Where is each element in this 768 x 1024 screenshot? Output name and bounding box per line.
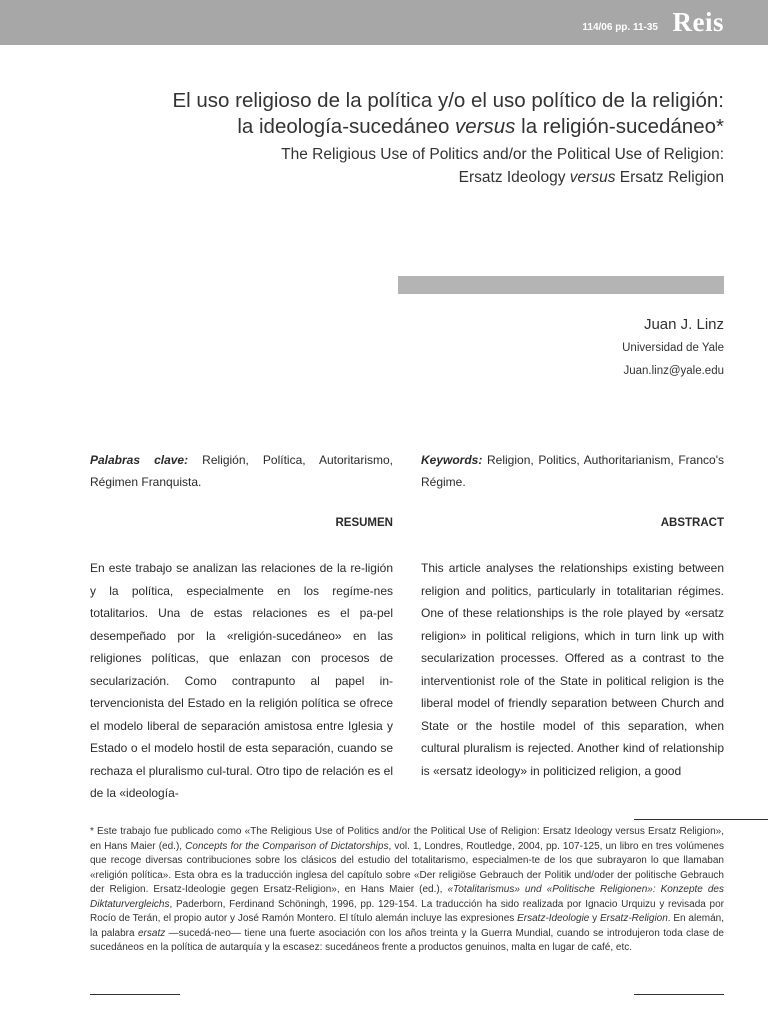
keywords-english-label: Keywords: <box>421 453 483 467</box>
title-spanish-line-2 <box>84 114 724 140</box>
journal-name: Reis <box>672 7 724 37</box>
footnote-italic-4: Ersatz-Religion <box>599 913 668 924</box>
keywords-spanish-text: Religión, Política, Autoritarismo, Régimen Franquista. <box>90 453 393 489</box>
title-spanish-line-1: El uso religioso de la política y/o el uso político de la religión: <box>172 89 724 112</box>
keywords-spanish <box>90 449 393 493</box>
keywords-english-text: Religion, Politics, Authoritarianism, Franco's Régime. <box>421 453 724 489</box>
footnote-text-5: . En alemán, la palabra <box>90 913 724 939</box>
abstract-body: This article analyses the relationships existing between religion and politics, particularly in totalitarian régimes. One of these relationships is the role played by «ersatz religion» in political religions, which in turn link up with secularization processes. Offered as a contrast to the interventionist role of the State in political religion is the liberal model of friendly separation between Church and State or the hostile model of this separation, when cultural pluralism is rejected. Another kind of relationship is «ersatz ideology» in politicized religion, a good <box>421 561 724 778</box>
keywords-spanish-label: Palabras clave: <box>90 453 189 467</box>
title-spanish-part-a: la ideología-sucedáneo <box>237 115 456 138</box>
keywords-english <box>421 449 724 493</box>
footnote-italic-3: Ersatz-Ideologie <box>517 913 590 924</box>
abstract-heading: ABSTRACT <box>660 517 724 529</box>
footnote-italic-5: ersatz <box>138 927 166 939</box>
resumen-body: En este trabajo se analizan las relaciones de la re-ligión y la política, especialmente en los regíme-nes totalitarios. Una de estas relaciones es el pa-pel desempeñado por la «religión-sucedáneo» en las religiones políticas, que enlazan con procesos de secularización. Como contrapunto al papel in-tervencionista del Estado en la religión política se ofrece el modelo liberal de separación amistosa entre Iglesia y Estado o el modelo hostil de esta separación, cuando se rechaza el pluralismo cul-tural. Otro tipo de relación es el de la «ideología- <box>90 561 393 800</box>
resumen-heading: RESUMEN <box>335 517 393 529</box>
author-name: Juan J. Linz <box>643 316 724 333</box>
title-english-part-b: Ersatz Religion <box>615 168 724 186</box>
column-separator-rule <box>634 819 768 820</box>
author-block <box>622 314 724 382</box>
title-english-line-1: The Religious Use of Politics and/or the Political Use of Religion: <box>281 146 724 163</box>
title-english-part-a: Ersatz Ideology <box>458 168 570 186</box>
bottom-left-rule <box>90 994 180 995</box>
title-spanish <box>84 88 724 140</box>
journal-header-bar <box>0 0 768 45</box>
footnote-text-1: * Este trabajo fue publicado como «The Religious Use of Politics and/or the Political Use of Religion: Ersatz Ideology versus Ersatz Religion», en Hans Maier (ed.), <box>90 826 724 852</box>
footnote-text-4: y <box>589 913 600 924</box>
footnote-text-3: , Paderborn, Ferdinand Schöningh, 1996, pp. 129-154. La traducción ha sido realizada por Ignacio Urquizu y revisada por Rocío de Terán, el propio autor y José Ramón Montero. El título alemán incluye las expresiones <box>90 898 724 924</box>
footnote-text-2: , vol. 1, Londres, Routledge, 2004, pp. 107-125, un libro en tres volúmenes que recoge diversas contribuciones sobre los clásicos del estudio del totalitarismo, especialmen-te de los que subrayaron lo que llamaban «religión política». Esta obra es la traducción inglesa del capítulo sobre «Der religiöse Gebrauch der Politik und/oder der politische Gebrauch der Religion. Ersatz-Ideologie gegen Ersatz-Religion», en Hans Maier (ed.), <box>90 840 724 895</box>
title-english <box>84 144 724 189</box>
issue-reference: 114/06 pp. 11-35 <box>582 22 658 33</box>
decorative-gray-bar <box>398 276 724 294</box>
author-affiliation: Universidad de Yale <box>622 342 724 354</box>
author-email[interactable]: Juan.linz@yale.edu <box>623 365 724 377</box>
title-english-versus: versus <box>569 168 616 186</box>
footnote-italic-1: Concepts for the Comparison of Dictatorships <box>185 840 389 852</box>
footnote <box>90 825 724 956</box>
title-english-line-2 <box>84 167 724 190</box>
title-block <box>84 88 724 189</box>
title-spanish-part-b: la religión-sucedáneo* <box>515 115 724 138</box>
title-spanish-versus: versus <box>455 115 516 138</box>
bottom-right-rule <box>634 994 724 995</box>
footnote-italic-2: «Totalitarismus» und «Politische Religionen»: Konzepte des Diktaturvergleichs <box>90 884 724 910</box>
footnote-text-6: —sucedá-neo— tiene una fuerte asociación con los años treinta y la Guerra Mundial, cuando se introdujeron toda clase de sucedáneos en la política de autarquía y la escasez: sucedáneos frente a productos genuinos, malta en lugar de café, etc. <box>90 927 724 953</box>
